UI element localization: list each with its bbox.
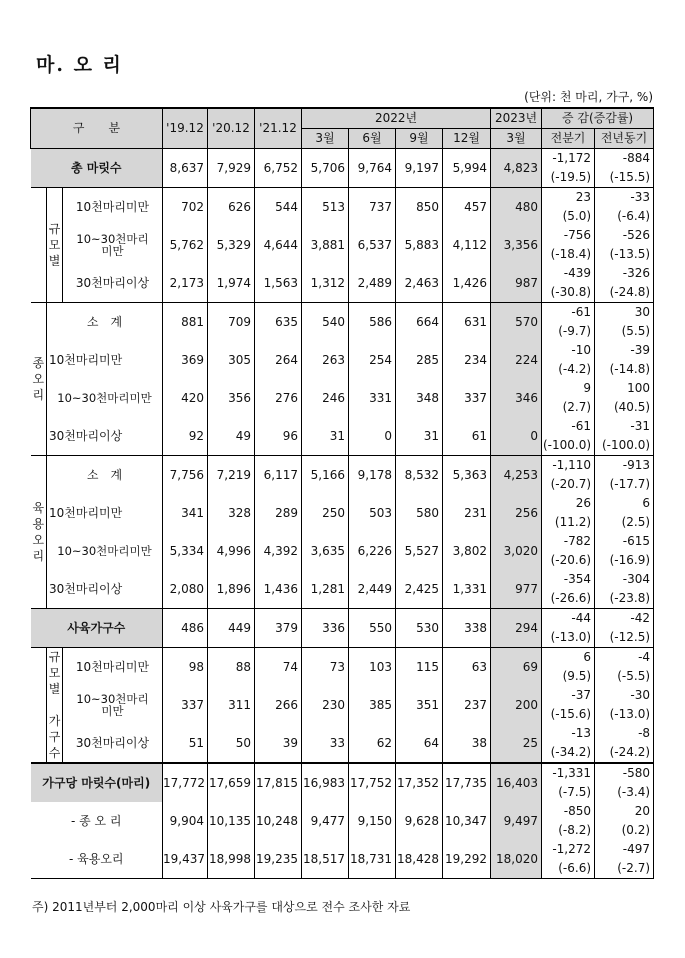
cell-m1-7: 256 — [491, 494, 542, 532]
cell-b1-0: 369 — [163, 341, 208, 379]
cell-hh-8: -44 — [542, 609, 595, 629]
group-label-scale — [47, 188, 63, 303]
rate-s2-0: (-18.4) — [542, 245, 595, 264]
cell-h1-1: 88 — [208, 648, 255, 687]
header-year-21: '21.12 — [255, 108, 302, 149]
cell-m0-6: 5,363 — [443, 456, 491, 495]
cell-m3-0: 2,080 — [163, 570, 208, 609]
rate-s1-0: (5.0) — [542, 207, 595, 226]
cell-b1-5: 285 — [396, 341, 443, 379]
rate-h1-0: (9.5) — [542, 667, 595, 686]
header-prev-quarter: 전분기 — [542, 129, 595, 149]
group-label-hh_scale — [47, 648, 63, 764]
cell-b1-9: -39 — [595, 341, 654, 360]
cell-per-0: 17,772 — [163, 763, 208, 802]
cell-total-2: 6,752 — [255, 149, 302, 188]
table-row-h3 — [31, 724, 654, 743]
header-year-20: '20.12 — [208, 108, 255, 149]
cell-b2-7: 346 — [491, 379, 542, 417]
table-row-m2 — [31, 532, 654, 551]
rate-p2-1: (-2.7) — [595, 859, 654, 879]
cell-b2-0: 420 — [163, 379, 208, 417]
cell-b1-7: 224 — [491, 341, 542, 379]
table-row-b3 — [31, 417, 654, 436]
cell-per-6: 17,735 — [443, 763, 491, 802]
header-row-1 — [31, 108, 654, 129]
cell-b0-3: 540 — [302, 303, 349, 342]
cell-h1-2: 74 — [255, 648, 302, 687]
cell-hh-9: -42 — [595, 609, 654, 629]
cell-m1-3: 250 — [302, 494, 349, 532]
row-label-s3: 30천마리이상 — [63, 264, 163, 303]
table-row-p2 — [31, 840, 654, 859]
cell-h2-3: 230 — [302, 686, 349, 724]
cell-p1-4: 9,150 — [349, 802, 396, 840]
cell-m0-1: 7,219 — [208, 456, 255, 495]
cell-s1-3: 513 — [302, 188, 349, 227]
cell-p1-7: 9,497 — [491, 802, 542, 840]
cell-hh-4: 550 — [349, 609, 396, 648]
cell-p2-0: 19,437 — [163, 840, 208, 879]
rate-b2-0: (2.7) — [542, 398, 595, 417]
cell-b2-9: 100 — [595, 379, 654, 398]
cell-m0-3: 5,166 — [302, 456, 349, 495]
rate-p2-0: (-6.6) — [542, 859, 595, 879]
rate-per-0: (-7.5) — [542, 783, 595, 802]
cell-s3-3: 1,312 — [302, 264, 349, 303]
rate-b2-1: (40.5) — [595, 398, 654, 417]
cell-total-3: 5,706 — [302, 149, 349, 188]
cell-b3-5: 31 — [396, 417, 443, 456]
cell-b3-6: 61 — [443, 417, 491, 456]
table-row-m3 — [31, 570, 654, 589]
cell-b0-9: 30 — [595, 303, 654, 323]
cell-b1-2: 264 — [255, 341, 302, 379]
row-label-h1: 10천마리미만 — [63, 648, 163, 687]
cell-m2-4: 6,226 — [349, 532, 396, 570]
cell-m0-2: 6,117 — [255, 456, 302, 495]
cell-p1-0: 9,904 — [163, 802, 208, 840]
header-2022-dec: 12월 — [443, 129, 491, 149]
rate-m3-0: (-26.6) — [542, 589, 595, 609]
header-prev-year: 전년동기 — [595, 129, 654, 149]
rate-m2-0: (-20.6) — [542, 551, 595, 570]
cell-m2-3: 3,635 — [302, 532, 349, 570]
table-row-s2 — [31, 226, 654, 245]
cell-m3-6: 1,331 — [443, 570, 491, 609]
cell-b2-1: 356 — [208, 379, 255, 417]
cell-s3-9: -326 — [595, 264, 654, 283]
cell-m2-6: 3,802 — [443, 532, 491, 570]
cell-hh-6: 338 — [443, 609, 491, 648]
cell-b3-7: 0 — [491, 417, 542, 456]
cell-per-8: -1,331 — [542, 763, 595, 783]
rate-s1-1: (-6.4) — [595, 207, 654, 226]
cell-m0-9: -913 — [595, 456, 654, 476]
cell-total-5: 9,197 — [396, 149, 443, 188]
row-label-b2: 10~30천마리미만 — [47, 379, 163, 417]
cell-b2-8: 9 — [542, 379, 595, 398]
table-row-b2 — [31, 379, 654, 398]
rate-m3-1: (-23.8) — [595, 589, 654, 609]
cell-s2-6: 4,112 — [443, 226, 491, 264]
cell-hh-1: 449 — [208, 609, 255, 648]
rate-b3-1: (-100.0) — [595, 436, 654, 456]
cell-m0-5: 8,532 — [396, 456, 443, 495]
cell-total-7: 4,823 — [491, 149, 542, 188]
cell-b3-4: 0 — [349, 417, 396, 456]
table-row-per — [31, 763, 654, 783]
cell-hh-2: 379 — [255, 609, 302, 648]
rate-total-1: (-15.5) — [595, 168, 654, 188]
cell-b1-1: 305 — [208, 341, 255, 379]
table-row-p1 — [31, 802, 654, 821]
rate-h2-0: (-15.6) — [542, 705, 595, 724]
cell-s1-0: 702 — [163, 188, 208, 227]
cell-s2-7: 3,356 — [491, 226, 542, 264]
cell-s2-9: -526 — [595, 226, 654, 245]
cell-b2-5: 348 — [396, 379, 443, 417]
cell-hh-7: 294 — [491, 609, 542, 648]
rate-p1-1: (0.2) — [595, 821, 654, 840]
rate-h3-1: (-24.2) — [595, 743, 654, 763]
cell-h2-0: 337 — [163, 686, 208, 724]
cell-m1-2: 289 — [255, 494, 302, 532]
cell-h1-5: 115 — [396, 648, 443, 687]
cell-m2-1: 4,996 — [208, 532, 255, 570]
cell-s1-5: 850 — [396, 188, 443, 227]
cell-m0-0: 7,756 — [163, 456, 208, 495]
rate-m1-1: (2.5) — [595, 513, 654, 532]
cell-h3-2: 39 — [255, 724, 302, 763]
cell-s3-6: 1,426 — [443, 264, 491, 303]
cell-b0-7: 570 — [491, 303, 542, 342]
cell-s1-9: -33 — [595, 188, 654, 208]
cell-h3-4: 62 — [349, 724, 396, 763]
cell-m0-4: 9,178 — [349, 456, 396, 495]
group-label-text-scale: 규 모 별 — [48, 222, 61, 268]
cell-total-9: -884 — [595, 149, 654, 169]
cell-p1-5: 9,628 — [396, 802, 443, 840]
header-2023: 2023년 — [491, 108, 542, 129]
table-row-s3 — [31, 264, 654, 283]
cell-h1-4: 103 — [349, 648, 396, 687]
rate-h1-1: (-5.5) — [595, 667, 654, 686]
cell-b3-9: -31 — [595, 417, 654, 436]
cell-m3-3: 1,281 — [302, 570, 349, 609]
cell-per-5: 17,352 — [396, 763, 443, 802]
cell-total-8: -1,172 — [542, 149, 595, 169]
cell-m0-8: -1,110 — [542, 456, 595, 476]
rate-b1-0: (-4.2) — [542, 360, 595, 379]
cell-per-9: -580 — [595, 763, 654, 783]
cell-p1-9: 20 — [595, 802, 654, 821]
cell-p2-6: 19,292 — [443, 840, 491, 879]
cell-total-0: 8,637 — [163, 149, 208, 188]
section-title: 마. 오 리 — [36, 54, 123, 76]
rate-total-0: (-19.5) — [542, 168, 595, 188]
cell-m3-1: 1,896 — [208, 570, 255, 609]
rate-s3-0: (-30.8) — [542, 283, 595, 303]
cell-p2-9: -497 — [595, 840, 654, 859]
group-label-duck_breed — [31, 303, 47, 456]
cell-m3-2: 1,436 — [255, 570, 302, 609]
cell-s1-7: 480 — [491, 188, 542, 227]
cell-m1-4: 503 — [349, 494, 396, 532]
cell-p2-5: 18,428 — [396, 840, 443, 879]
rate-b3-0: (-100.0) — [542, 436, 595, 456]
table-row-total — [31, 149, 654, 169]
cell-s2-2: 4,644 — [255, 226, 302, 264]
cell-hh-0: 486 — [163, 609, 208, 648]
cell-s1-1: 626 — [208, 188, 255, 227]
cell-s1-6: 457 — [443, 188, 491, 227]
cell-b1-8: -10 — [542, 341, 595, 360]
cell-h2-6: 237 — [443, 686, 491, 724]
cell-s3-4: 2,489 — [349, 264, 396, 303]
cell-p1-3: 9,477 — [302, 802, 349, 840]
cell-p1-2: 10,248 — [255, 802, 302, 840]
rate-hh-1: (-12.5) — [595, 628, 654, 648]
cell-b2-2: 276 — [255, 379, 302, 417]
cell-b3-8: -61 — [542, 417, 595, 436]
table-row-h1 — [31, 648, 654, 668]
cell-s3-0: 2,173 — [163, 264, 208, 303]
table-row-h2 — [31, 686, 654, 705]
cell-m3-5: 2,425 — [396, 570, 443, 609]
cell-per-7: 16,403 — [491, 763, 542, 802]
row-label-total: 총 마릿수 — [31, 149, 163, 188]
cell-s3-2: 1,563 — [255, 264, 302, 303]
cell-h3-8: -13 — [542, 724, 595, 743]
cell-m3-8: -354 — [542, 570, 595, 589]
cell-b0-4: 586 — [349, 303, 396, 342]
rate-hh-0: (-13.0) — [542, 628, 595, 648]
table-row-b0 — [31, 303, 654, 323]
rate-m0-0: (-20.7) — [542, 475, 595, 494]
cell-hh-3: 336 — [302, 609, 349, 648]
header-2023-mar: 3월 — [491, 129, 542, 149]
cell-b0-0: 881 — [163, 303, 208, 342]
rate-m1-0: (11.2) — [542, 513, 595, 532]
cell-s2-5: 5,883 — [396, 226, 443, 264]
cell-h3-3: 33 — [302, 724, 349, 763]
header-change: 증 감(증감률) — [542, 108, 654, 129]
cell-h2-8: -37 — [542, 686, 595, 705]
row-label-b1: 10천마리미만 — [47, 341, 163, 379]
cell-p1-1: 10,135 — [208, 802, 255, 840]
group-label-text-duck_meat: 육 용 오 리 — [32, 501, 45, 563]
cell-p2-7: 18,020 — [491, 840, 542, 879]
cell-h2-5: 351 — [396, 686, 443, 724]
spacer-s1 — [31, 188, 47, 303]
rate-h3-0: (-34.2) — [542, 743, 595, 763]
rate-per-1: (-3.4) — [595, 783, 654, 802]
cell-m2-7: 3,020 — [491, 532, 542, 570]
cell-h1-3: 73 — [302, 648, 349, 687]
cell-h1-7: 69 — [491, 648, 542, 687]
cell-per-2: 17,815 — [255, 763, 302, 802]
rate-b1-1: (-14.8) — [595, 360, 654, 379]
rate-s2-1: (-13.5) — [595, 245, 654, 264]
header-2022-sep: 9월 — [396, 129, 443, 149]
row-label-h3: 30천마리이상 — [63, 724, 163, 763]
cell-p2-8: -1,272 — [542, 840, 595, 859]
cell-b3-2: 96 — [255, 417, 302, 456]
cell-hh-5: 530 — [396, 609, 443, 648]
group-label-text-duck_breed: 종 오 리 — [32, 356, 45, 402]
spacer-h1 — [31, 648, 47, 764]
cell-h2-7: 200 — [491, 686, 542, 724]
cell-h1-6: 63 — [443, 648, 491, 687]
row-label-m3: 30천마리이상 — [47, 570, 163, 609]
cell-s2-1: 5,329 — [208, 226, 255, 264]
cell-h3-9: -8 — [595, 724, 654, 743]
cell-b2-3: 246 — [302, 379, 349, 417]
cell-s2-4: 6,537 — [349, 226, 396, 264]
cell-s1-2: 544 — [255, 188, 302, 227]
row-label-hh: 사육가구수 — [31, 609, 163, 648]
cell-b0-5: 664 — [396, 303, 443, 342]
row-label-m0: 소 계 — [47, 456, 163, 495]
rate-m0-1: (-17.7) — [595, 475, 654, 494]
cell-s2-0: 5,762 — [163, 226, 208, 264]
group-label-duck_meat — [31, 456, 47, 609]
cell-h1-9: -4 — [595, 648, 654, 668]
cell-m2-8: -782 — [542, 532, 595, 551]
cell-p1-6: 10,347 — [443, 802, 491, 840]
cell-total-4: 9,764 — [349, 149, 396, 188]
cell-m3-7: 977 — [491, 570, 542, 609]
cell-b1-4: 254 — [349, 341, 396, 379]
cell-h3-7: 25 — [491, 724, 542, 763]
duck-statistics-table-wrap — [30, 107, 653, 888]
cell-m2-2: 4,392 — [255, 532, 302, 570]
header-2022-jun: 6월 — [349, 129, 396, 149]
cell-b3-0: 92 — [163, 417, 208, 456]
row-label-s1: 10천마리미만 — [63, 188, 163, 227]
header-category: 구 분 — [31, 108, 163, 149]
cell-h1-0: 98 — [163, 648, 208, 687]
row-label-per: 가구당 마릿수(마리) — [31, 763, 163, 802]
cell-m2-9: -615 — [595, 532, 654, 551]
cell-m1-0: 341 — [163, 494, 208, 532]
cell-m0-7: 4,253 — [491, 456, 542, 495]
cell-h2-1: 311 — [208, 686, 255, 724]
table-row-m1 — [31, 494, 654, 513]
cell-b1-6: 234 — [443, 341, 491, 379]
header-year-19: '19.12 — [163, 108, 208, 149]
cell-total-1: 7,929 — [208, 149, 255, 188]
footnote: 주) 2011년부터 2,000마리 이상 사육가구를 대상으로 전수 조사한 자료 — [32, 900, 411, 914]
cell-per-1: 17,659 — [208, 763, 255, 802]
cell-total-6: 5,994 — [443, 149, 491, 188]
row-label-m2: 10~30천마리미만 — [47, 532, 163, 570]
table-row-s1 — [31, 188, 654, 208]
table-row-m0 — [31, 456, 654, 476]
cell-p2-4: 18,731 — [349, 840, 396, 879]
table-row-hh — [31, 609, 654, 629]
cell-s1-8: 23 — [542, 188, 595, 208]
rate-h2-1: (-13.0) — [595, 705, 654, 724]
cell-s3-8: -439 — [542, 264, 595, 283]
table-row-b1 — [31, 341, 654, 360]
header-2022-mar: 3월 — [302, 129, 349, 149]
cell-p2-3: 18,517 — [302, 840, 349, 879]
cell-b1-3: 263 — [302, 341, 349, 379]
header-2022: 2022년 — [302, 108, 491, 129]
cell-h2-9: -30 — [595, 686, 654, 705]
cell-b0-8: -61 — [542, 303, 595, 323]
unit-note: (단위: 천 마리, 가구, %) — [524, 90, 653, 104]
cell-b2-4: 331 — [349, 379, 396, 417]
cell-s3-7: 987 — [491, 264, 542, 303]
cell-b2-6: 337 — [443, 379, 491, 417]
cell-s2-3: 3,881 — [302, 226, 349, 264]
cell-h1-8: 6 — [542, 648, 595, 668]
cell-b3-1: 49 — [208, 417, 255, 456]
cell-h2-4: 385 — [349, 686, 396, 724]
cell-per-3: 16,983 — [302, 763, 349, 802]
cell-p1-8: -850 — [542, 802, 595, 821]
cell-h3-1: 50 — [208, 724, 255, 763]
duck-statistics-table — [30, 107, 654, 879]
cell-h3-0: 51 — [163, 724, 208, 763]
cell-m1-8: 26 — [542, 494, 595, 513]
cell-h3-5: 64 — [396, 724, 443, 763]
rate-b0-1: (5.5) — [595, 322, 654, 341]
cell-per-4: 17,752 — [349, 763, 396, 802]
cell-m3-4: 2,449 — [349, 570, 396, 609]
cell-b0-2: 635 — [255, 303, 302, 342]
cell-s3-5: 2,463 — [396, 264, 443, 303]
cell-b0-1: 709 — [208, 303, 255, 342]
cell-b3-3: 31 — [302, 417, 349, 456]
row-label-p2: - 육용오리 — [31, 840, 163, 879]
row-label-m1: 10천마리미만 — [47, 494, 163, 532]
cell-p2-1: 18,998 — [208, 840, 255, 879]
cell-m1-6: 231 — [443, 494, 491, 532]
cell-m1-5: 580 — [396, 494, 443, 532]
cell-b0-6: 631 — [443, 303, 491, 342]
row-label-s2: 10~30천마리미만 — [63, 226, 163, 264]
row-label-p1: - 종 오 리 — [31, 802, 163, 840]
rate-b0-0: (-9.7) — [542, 322, 595, 341]
row-label-b0: 소 계 — [47, 303, 163, 342]
rate-s3-1: (-24.8) — [595, 283, 654, 303]
cell-m1-9: 6 — [595, 494, 654, 513]
group-label-text-hh_scale: 규 모 별 가 구 수 — [48, 650, 61, 760]
cell-m2-5: 5,527 — [396, 532, 443, 570]
cell-p2-2: 19,235 — [255, 840, 302, 879]
cell-s1-4: 737 — [349, 188, 396, 227]
cell-h3-6: 38 — [443, 724, 491, 763]
row-label-h2: 10~30천마리미만 — [63, 686, 163, 724]
rate-m2-1: (-16.9) — [595, 551, 654, 570]
cell-m3-9: -304 — [595, 570, 654, 589]
cell-h2-2: 266 — [255, 686, 302, 724]
cell-s2-8: -756 — [542, 226, 595, 245]
rate-p1-0: (-8.2) — [542, 821, 595, 840]
cell-s3-1: 1,974 — [208, 264, 255, 303]
row-label-b3: 30천마리이상 — [47, 417, 163, 456]
cell-m2-0: 5,334 — [163, 532, 208, 570]
cell-m1-1: 328 — [208, 494, 255, 532]
